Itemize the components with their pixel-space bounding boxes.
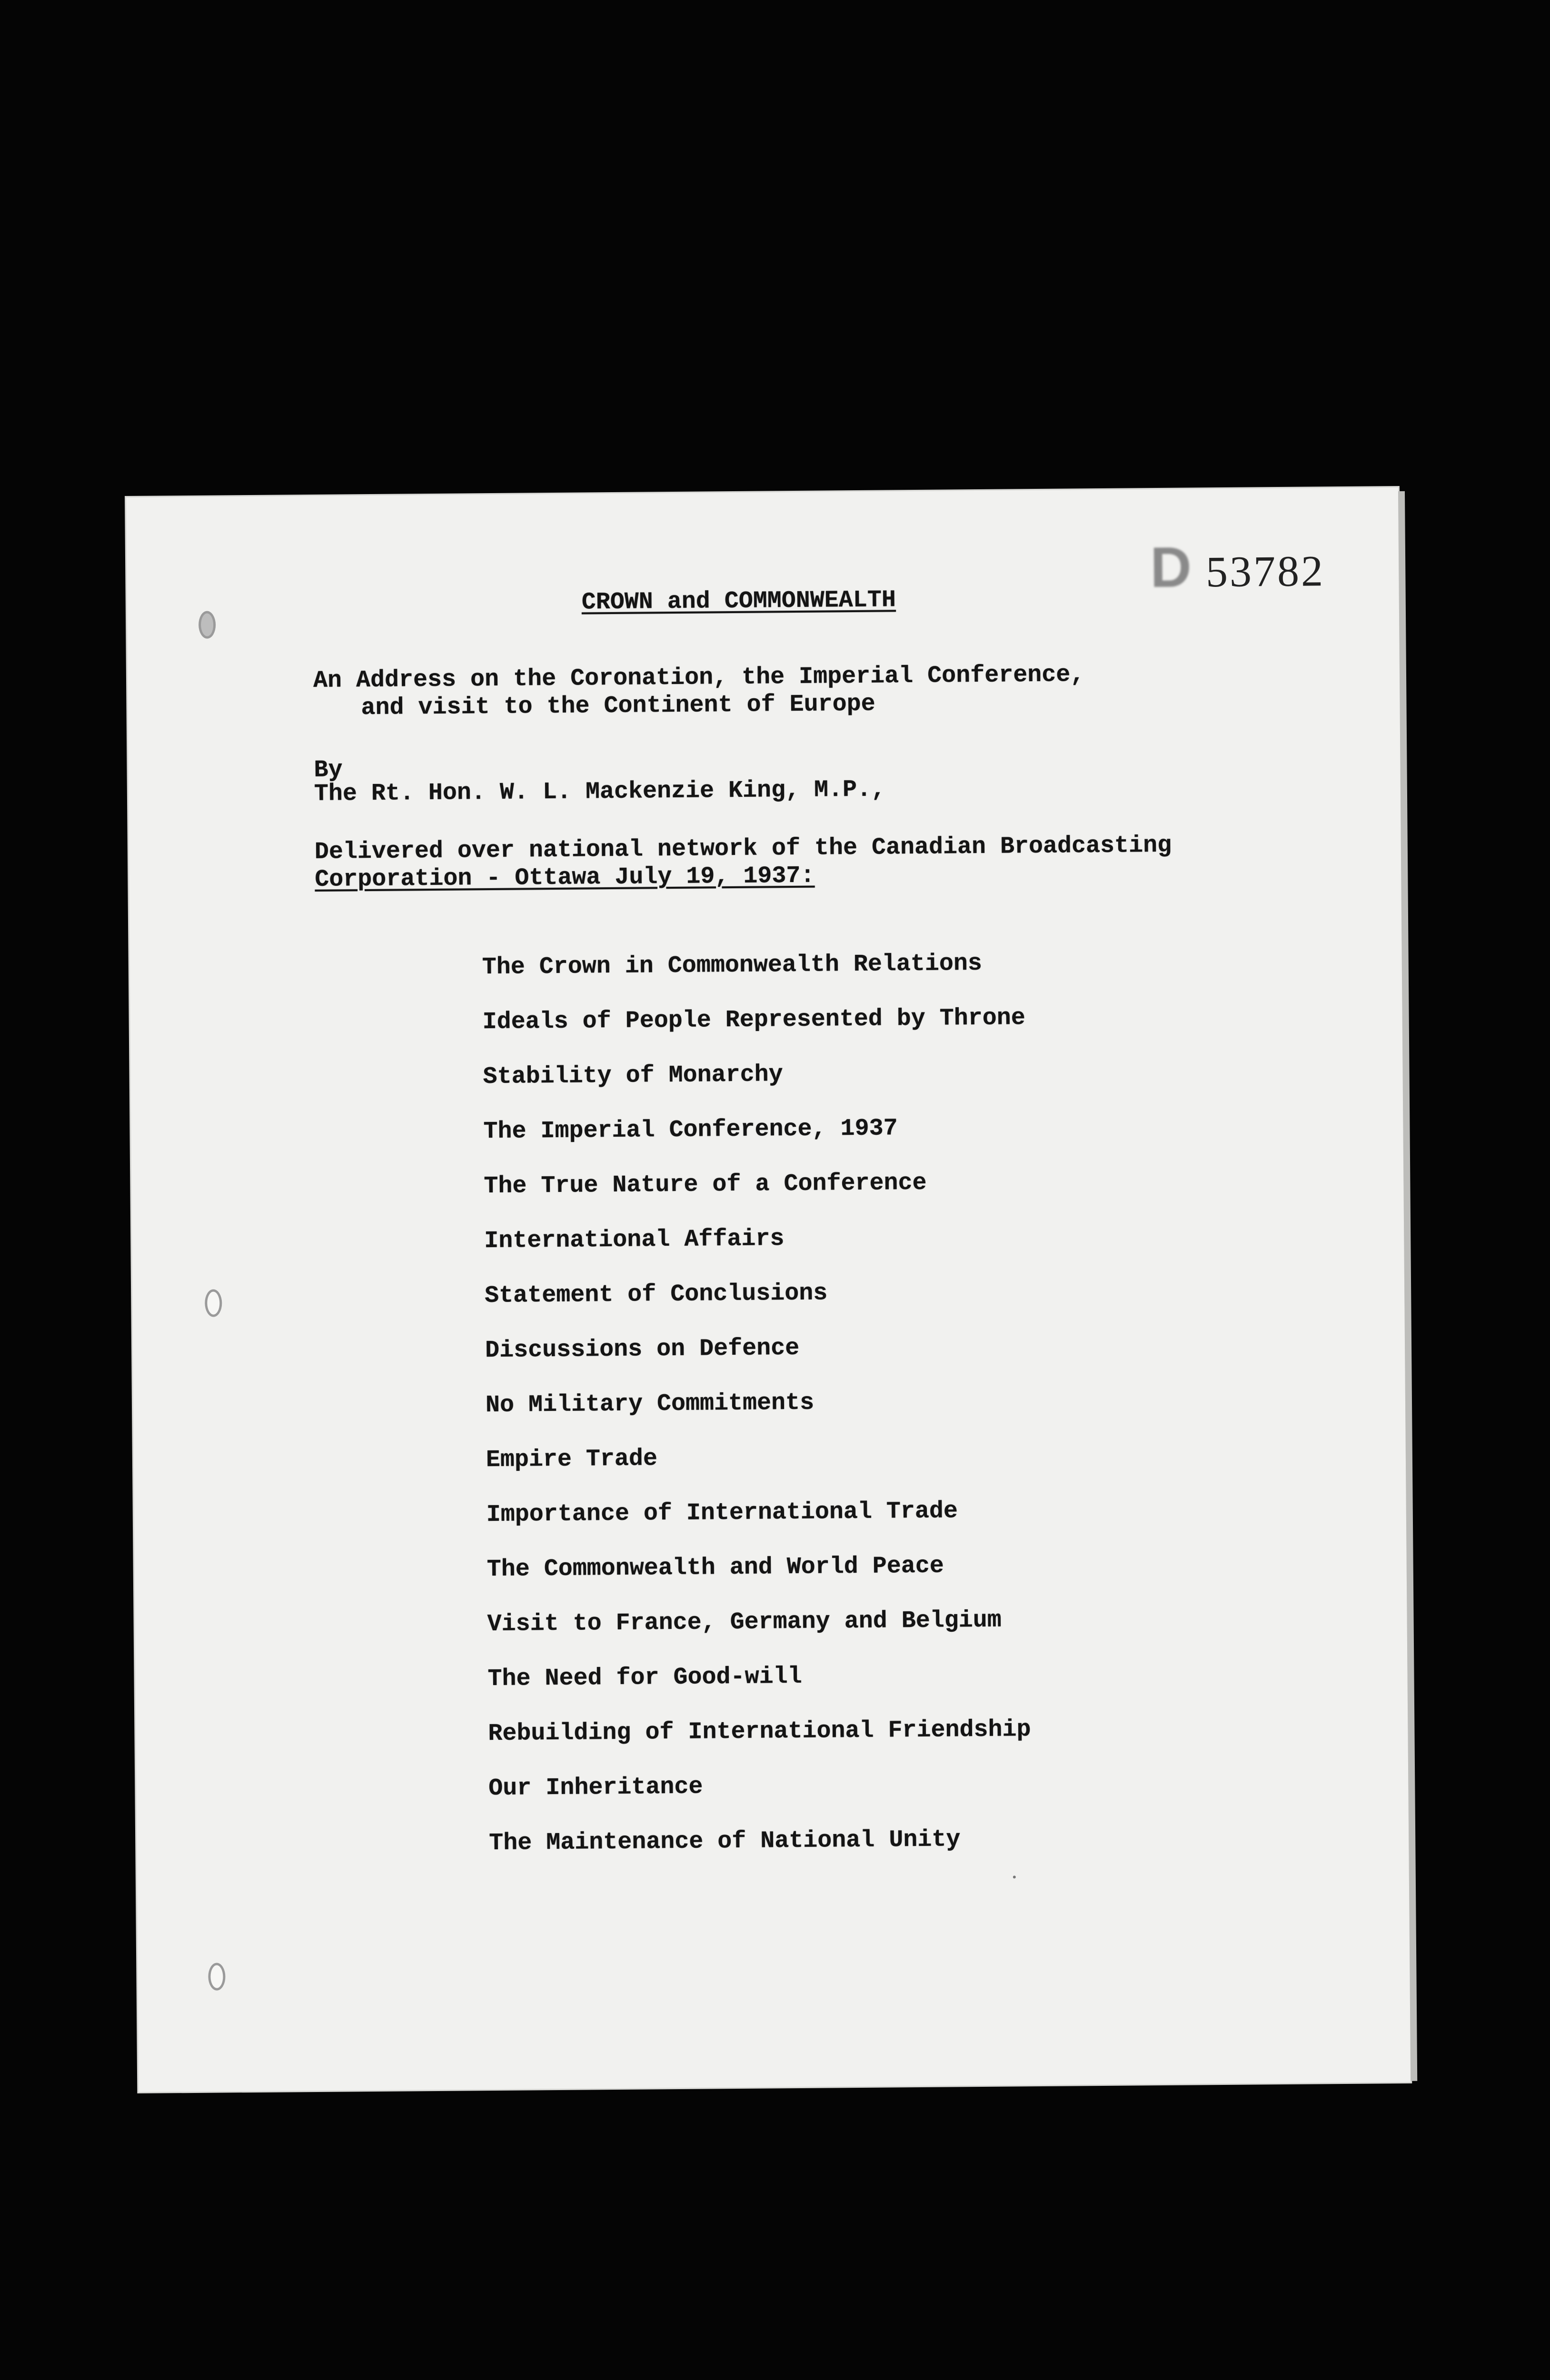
topic-item: The True Nature of a Conference: [484, 1169, 927, 1200]
topic-item: Empire Trade: [486, 1445, 658, 1474]
topic-item: Rebuilding of International Friendship: [488, 1716, 1031, 1748]
subtitle-line-1: An Address on the Coronation, the Imperial Conference,: [313, 661, 1085, 694]
by-label: By: [314, 756, 343, 784]
punch-hole-bottom: [208, 1963, 225, 1990]
topic-item: Ideals of People Represented by Throne: [482, 1004, 1026, 1036]
delivery-line-1: Delivered over national network of the Canadian Broadcasting: [314, 832, 1172, 866]
delivery-line-2: Corporation - Ottawa July 19, 1937:: [315, 862, 815, 893]
topic-item: Discussions on Defence: [485, 1334, 800, 1365]
subtitle-line-2: and visit to the Continent of Europe: [361, 690, 875, 722]
document-page: [126, 487, 1411, 2092]
topic-item: Importance of International Trade: [486, 1497, 958, 1529]
document-number: [1150, 533, 1325, 600]
topic-item: International Affairs: [484, 1225, 785, 1255]
topic-item: Statement of Conclusions: [484, 1279, 828, 1310]
topic-item: The Commonwealth and World Peace: [487, 1552, 944, 1584]
page-edge: [1398, 491, 1417, 2081]
punch-hole-middle: [205, 1289, 222, 1317]
document-title: CROWN and COMMONWEALTH: [581, 586, 896, 616]
topic-item: No Military Commitments: [485, 1389, 815, 1419]
topic-item: Our Inheritance: [488, 1773, 703, 1803]
topic-item: The Need for Good-will: [487, 1663, 802, 1693]
topic-item: The Crown in Commonwealth Relations: [482, 950, 983, 982]
topic-item: Stability of Monarchy: [483, 1061, 783, 1091]
paper-speck: [1013, 1875, 1016, 1878]
author-line: The Rt. Hon. W. L. Mackenzie King, M.P.,: [314, 776, 886, 808]
topic-list: [482, 950, 1033, 1884]
punch-hole-top: [199, 611, 216, 639]
topic-item: Visit to France, Germany and Belgium: [487, 1606, 1002, 1638]
document-number-value: 53782: [1205, 546, 1325, 596]
topic-item: The Maintenance of National Unity: [489, 1826, 961, 1857]
document-number-stamp: D: [1150, 535, 1192, 600]
topic-item: The Imperial Conference, 1937: [483, 1115, 898, 1146]
